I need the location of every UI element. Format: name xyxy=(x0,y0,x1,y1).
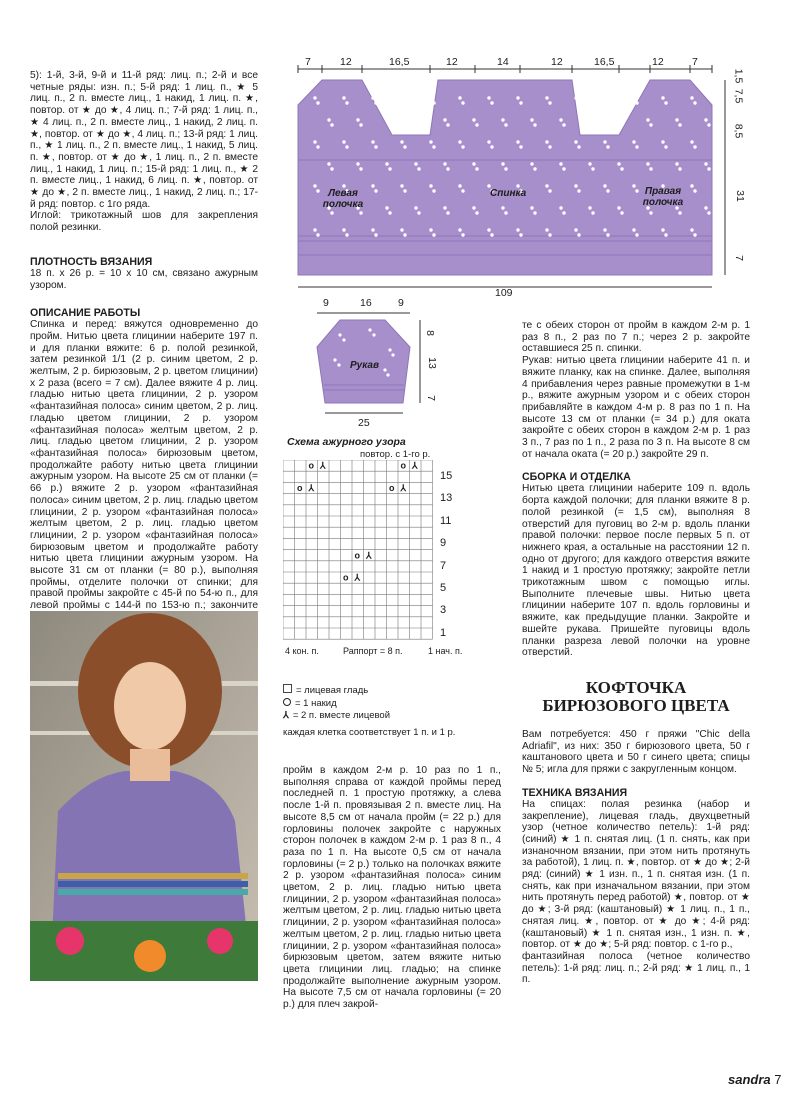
lace-hole xyxy=(504,123,507,126)
lace-hole xyxy=(661,228,664,231)
lace-hole xyxy=(646,162,649,165)
lace-hole xyxy=(313,96,316,99)
assembly-heading: СБОРКА И ОТДЕЛКА xyxy=(522,471,631,484)
body-right-dim-3: 31 xyxy=(733,190,746,202)
lace-hole xyxy=(632,228,635,231)
lace-hole xyxy=(371,228,374,231)
lace-chart-grid xyxy=(283,460,433,645)
row-number: 5 xyxy=(440,582,447,594)
row-number: 1 xyxy=(440,626,447,639)
lace-hole xyxy=(490,145,493,148)
lace-hole xyxy=(620,123,623,126)
legend-text-1: = 1 накид xyxy=(295,697,337,709)
lace-hole xyxy=(559,162,562,165)
lace-hole xyxy=(530,206,533,209)
body-top-dim-7: 12 xyxy=(652,56,664,68)
body-top-dim-4: 14 xyxy=(497,56,509,68)
density-heading: ПЛОТНОСТЬ ВЯЗАНИЯ xyxy=(30,255,153,268)
lace-hole xyxy=(649,167,652,170)
lace-hole xyxy=(516,140,519,143)
lace-hole xyxy=(330,211,333,214)
lace-hole xyxy=(345,233,348,236)
lace-hole xyxy=(577,101,580,104)
lace-hole xyxy=(588,162,591,165)
lace-hole xyxy=(429,228,432,231)
sleeve-right-dim-1: 13 xyxy=(425,357,438,369)
lace-hole xyxy=(519,101,522,104)
lace-hole xyxy=(371,184,374,187)
lace-hole xyxy=(548,233,551,236)
lace-hole xyxy=(327,162,330,165)
lace-hole xyxy=(403,233,406,236)
lace-hole xyxy=(461,233,464,236)
lace-hole xyxy=(516,228,519,231)
right-front-label: Правая полочка xyxy=(642,186,684,208)
lace-hole xyxy=(530,162,533,165)
circle-icon xyxy=(283,698,291,706)
lace-hole xyxy=(330,123,333,126)
lace-hole xyxy=(417,211,420,214)
lace-hole xyxy=(490,101,493,104)
body-pattern-diagram xyxy=(280,50,750,305)
lace-hole xyxy=(646,118,649,121)
chart-bottom-left: 4 кон. п. xyxy=(285,646,319,656)
lace-hole xyxy=(577,145,580,148)
lace-hole xyxy=(690,140,693,143)
lace-hole xyxy=(356,118,359,121)
lace-hole xyxy=(678,123,681,126)
legend-row-k2tog xyxy=(283,710,455,723)
section-title: КОФТОЧКА БИРЮЗОВОГО ЦВЕТА xyxy=(542,677,730,715)
lace-hole xyxy=(313,140,316,143)
lace-hole xyxy=(359,123,362,126)
lace-hole xyxy=(345,101,348,104)
lace-hole xyxy=(606,189,609,192)
lace-hole xyxy=(472,118,475,121)
lace-hole xyxy=(617,206,620,209)
yarnover-mark: o xyxy=(343,572,349,583)
pattern-rows-text: 5): 1-й, 3-й, 9-й и 11-й ряд: лиц. п.; 2-й и все четные ряды: изн. п.; 5-й ряд: 1 лиц. п., ★ 5 лиц. п., 2 п. вместе лиц., 1 накид, 1 лиц. п. ★, повтор. от ★ до ★, 4 лиц. п.; 7-й ряд: 1 лиц. п., ★ 4 лиц. п., 2 п. вместе лиц., 1 накид, 2 лиц. п. ★, повтор. от ★ до ★, 4 лиц. п.; 13-й ряд: 1 лиц. п., ★ 1 лиц. п., 2 п. вместе лиц., 1 накид, 5 лиц. п. ★, повтор. от ★ до ★, 1 лиц. п., 2 п. вместе лиц., 1 накид, 1 лиц. п.; 15-й ряд: 1 лиц. п., ★ 2 п. вместе лиц., 1 накид, 6 лиц. п. ★, повтор. от ★ до ★, 2 п. вместе лиц., 1 накид, 2 лиц. п.; 17-й ряд: повтор. с 1го ряда. xyxy=(30,70,258,210)
lace-hole xyxy=(591,211,594,214)
lace-hole xyxy=(475,167,478,170)
lace-hole xyxy=(559,206,562,209)
lace-hole xyxy=(545,96,548,99)
row-number: 7 xyxy=(440,559,447,572)
lace-hole xyxy=(417,167,420,170)
lace-hole xyxy=(443,118,446,121)
lace-hole xyxy=(690,184,693,187)
lace-hole xyxy=(603,184,606,187)
lace-hole xyxy=(371,140,374,143)
lace-hole xyxy=(707,123,710,126)
assembly-text: Нитью цвета глицинии наберите 109 п. вдоль борта каждой полочки; для планки вяжите 8 р. полой резинкой (= 1,5 см), выполняя 8 отверстий для пуговиц во 2-м р. вдоль планки правой полочки: первое после первых 5 п. от нижнего края, а остальные на расстоянии 12 п. одно от другого; для каждого отверстия вяжите 1 накид и 1 простую протяжку; закройте петли трикотажным швом с помощью иглы. Выполните плечевые швы. Нитью цвета глицинии наберите 107 п. вдоль горловины и вяжите, как предыдущие планки. Закройте и вшейте рукава. Пришейте пуговицы вдоль планки разреза левой полочки на уровне отверстий. xyxy=(522,483,750,659)
row-number: 3 xyxy=(440,604,447,617)
column-right xyxy=(522,320,750,986)
lace-hole xyxy=(678,211,681,214)
lace-hole xyxy=(635,145,638,148)
yarnover-mark: o xyxy=(308,460,314,471)
body-right-dim-4: 7 xyxy=(732,255,745,261)
lace-hole xyxy=(690,228,693,231)
lace-hole xyxy=(574,228,577,231)
lace-hole xyxy=(635,101,638,104)
k2tog-mark: ⅄ xyxy=(412,460,418,471)
needle-text: Иглой: трикотажный шов для закрепления полой резинки. xyxy=(30,210,258,234)
lace-hole xyxy=(603,228,606,231)
lace-hole xyxy=(678,167,681,170)
lace-hole xyxy=(504,211,507,214)
lace-hole xyxy=(693,101,696,104)
lace-hole xyxy=(487,96,490,99)
lace-hole xyxy=(577,189,580,192)
lace-hole xyxy=(429,140,432,143)
lace-hole xyxy=(313,228,316,231)
page-footer xyxy=(728,1072,782,1087)
lace-hole xyxy=(632,184,635,187)
lace-hole xyxy=(620,167,623,170)
lace-hole xyxy=(461,145,464,148)
lace-hole xyxy=(403,145,406,148)
lace-hole xyxy=(316,145,319,148)
k2tog-mark: ⅄ xyxy=(366,550,372,561)
lace-hole xyxy=(359,167,362,170)
lace-hole xyxy=(519,145,522,148)
yarnover-mark: o xyxy=(389,483,395,494)
lace-hole xyxy=(617,162,620,165)
lace-hole xyxy=(693,145,696,148)
lace-hole xyxy=(690,96,693,99)
lace-hole xyxy=(675,118,678,121)
lace-hole xyxy=(588,206,591,209)
lace-hole xyxy=(693,233,696,236)
lace-hole xyxy=(617,118,620,121)
lace-hole xyxy=(400,184,403,187)
k2tog-mark: ⅄ xyxy=(320,460,326,471)
lace-hole xyxy=(458,96,461,99)
technique-heading: ТЕХНИКА ВЯЗАНИЯ xyxy=(522,786,628,799)
body-top-dim-1: 12 xyxy=(340,56,352,68)
lace-hole xyxy=(545,184,548,187)
lace-hole xyxy=(432,101,435,104)
sleeve-label: Рукав xyxy=(350,360,380,371)
chart-rapport: Раппорт = 8 п. xyxy=(343,646,403,656)
chart-title: Схема ажурного узора xyxy=(287,436,406,448)
lace-hole xyxy=(327,118,330,121)
lace-hole xyxy=(632,96,635,99)
brand-name: sandra xyxy=(728,1072,771,1087)
lace-hole xyxy=(316,233,319,236)
column-middle xyxy=(283,765,501,1011)
lace-hole xyxy=(388,123,391,126)
back-label: Спинка xyxy=(490,188,527,199)
lace-hole xyxy=(562,123,565,126)
lace-hole xyxy=(316,101,319,104)
model-photo xyxy=(30,611,258,981)
lace-hole xyxy=(548,101,551,104)
sleeve-top-dim-2: 9 xyxy=(398,297,404,309)
body-top-dim-3: 12 xyxy=(446,56,458,68)
lace-hole xyxy=(432,233,435,236)
chart-legend xyxy=(283,684,455,739)
lace-hole xyxy=(403,189,406,192)
lace-hole xyxy=(603,140,606,143)
lace-hole xyxy=(545,228,548,231)
lace-hole xyxy=(490,233,493,236)
lace-hole xyxy=(371,96,374,99)
lace-hole xyxy=(501,206,504,209)
lace-hole xyxy=(475,123,478,126)
lace-hole xyxy=(533,123,536,126)
lace-hole xyxy=(519,233,522,236)
lace-hole xyxy=(385,162,388,165)
legend-text-0: = лицевая гладь xyxy=(296,685,369,696)
body-bottom-dim: 109 xyxy=(495,287,513,299)
lace-hole xyxy=(374,101,377,104)
lace-hole xyxy=(548,145,551,148)
lace-hole xyxy=(374,189,377,192)
k2tog-mark: ⅄ xyxy=(308,483,314,494)
lace-hole xyxy=(661,96,664,99)
lace-hole xyxy=(385,118,388,121)
lace-hole xyxy=(501,162,504,165)
yarnover-mark: o xyxy=(354,550,360,561)
lace-hole xyxy=(574,184,577,187)
work-heading: ОПИСАНИЕ РАБОТЫ xyxy=(30,307,141,320)
lace-hole xyxy=(606,145,609,148)
lace-hole xyxy=(664,101,667,104)
lace-hole xyxy=(675,162,678,165)
body-right-dim-1: 7,5 xyxy=(732,88,745,104)
lace-hole xyxy=(487,140,490,143)
lace-hole xyxy=(400,140,403,143)
row-number: 11 xyxy=(440,514,452,527)
lace-hole xyxy=(432,189,435,192)
chart-bottom-right: 1 нач. п. xyxy=(428,646,463,656)
lace-hole xyxy=(472,162,475,165)
lace-hole xyxy=(704,162,707,165)
chart-repeat-note: повтор. с 1-го р. xyxy=(360,449,431,460)
square-icon xyxy=(283,684,292,693)
lace-hole xyxy=(664,145,667,148)
lace-hole xyxy=(635,233,638,236)
lace-hole xyxy=(472,206,475,209)
lace-hole xyxy=(443,206,446,209)
lace-hole xyxy=(345,145,348,148)
lace-hole xyxy=(704,118,707,121)
row-number: 15 xyxy=(440,470,453,482)
lace-hole xyxy=(446,211,449,214)
lace-hole xyxy=(649,123,652,126)
body-top-dim-0: 7 xyxy=(305,56,311,68)
lace-hole xyxy=(461,189,464,192)
sleeve-top-dim-0: 9 xyxy=(323,297,329,309)
lace-hole xyxy=(606,233,609,236)
lace-hole xyxy=(429,184,432,187)
lace-hole xyxy=(574,96,577,99)
lace-hole xyxy=(443,162,446,165)
sleeve-bottom-dim: 25 xyxy=(358,417,370,429)
work-text: Спинка и перед: вяжутся одновременно до пройм. Нитью цвета глицинии наберите 197 п. и для планки вяжите: 6 р. полой резинкой, затем резинкой 1/1 (2 р. синим цветом, 2 р. желтым, 2 р. бирюзовым, 2 р. цветом глицинии) х 2 раза (всего = 7 см). Далее вяжите 4 р. лиц. гладью нитью цвета глицинии, 2 р. узором «фантазийная полоса» синим цветом, 2 р. лиц. гладью цветом глицинии, 2 р. узором «фантазийная полоса» желтым цветом, 2 р. лиц. гладью цветом глицинии, 2 р. узором «фантазийная полоса» бирюзовым цветом, продолжайте работу нитью цвета глицинии ажурным узором. На высоте 25 см от планки (= 66 р.) вяжите 2 р. узором «фантазийная полоса» синим цветом, 2 р. лиц. гладью цветом глицинии, 2 р. узором «фантазийная полоса» желтым цветом, 2 р. лиц. гладью цветом глицинии, 2 р. узором «фантазийная полоса» бирюзовым цветом и продолжайте работу нитью цвета глицинии ажурным узором. На высоте 31 см от планки (= 80 р.), выполняя проймы, отделите полочки от спинки; для правой проймы закройте с 45-й по 54-ю п., для левой проймы с 144-й по 153-ю п.; закончите xyxy=(30,319,258,612)
left-front-label: Левая полочка xyxy=(322,188,364,210)
lace-hole xyxy=(548,189,551,192)
lace-hole xyxy=(577,233,580,236)
lace-hole xyxy=(356,162,359,165)
lace-hole xyxy=(388,211,391,214)
lace-hole xyxy=(313,184,316,187)
lace-hole xyxy=(504,167,507,170)
body-top-dim-8: 7 xyxy=(692,56,698,68)
lace-hole xyxy=(374,233,377,236)
k2tog-mark: ⅄ xyxy=(354,572,360,583)
page-number: 7 xyxy=(774,1072,782,1087)
legend-row-yarnover xyxy=(283,698,455,711)
body-top-dim-6: 16,5 xyxy=(594,56,615,68)
lace-hole xyxy=(562,211,565,214)
lace-hole xyxy=(475,211,478,214)
lace-hole xyxy=(664,233,667,236)
lace-hole xyxy=(707,167,710,170)
lace-hole xyxy=(533,167,536,170)
lace-hole xyxy=(458,140,461,143)
lace-hole xyxy=(458,184,461,187)
shoulder-text: те с обеих сторон от пройм в каждом 2-м р. 1 раз 8 п., 2 раз по 7 п.; через 2 р. закройте оставшиеся 25 п. спинки. xyxy=(522,320,750,355)
body-top-dim-5: 12 xyxy=(551,56,563,68)
materials-text: Вам потребуется: 450 г пряжи "Chic della Adriafil", из них: 350 г бирюзового цвета, 50 г каштанового цвета и 50 г синего цвета; спицы № 5; игла для пряжи с закругленным концом. xyxy=(522,728,750,776)
lace-hole xyxy=(632,140,635,143)
sleeve-top-dim-1: 16 xyxy=(360,297,372,309)
column-left xyxy=(30,70,258,635)
lace-hole xyxy=(446,167,449,170)
lace-hole xyxy=(342,96,345,99)
lace-hole xyxy=(516,96,519,99)
lace-hole xyxy=(530,118,533,121)
lace-hole xyxy=(414,206,417,209)
density-text: 18 п. х 26 р. = 10 х 10 см, связано ажурным узором. xyxy=(30,267,258,291)
lace-hole xyxy=(559,118,562,121)
lace-hole xyxy=(458,228,461,231)
lace-hole xyxy=(487,228,490,231)
k2tog-icon: ⅄ xyxy=(283,710,289,721)
lace-hole xyxy=(661,140,664,143)
lace-hole xyxy=(400,228,403,231)
yarnover-mark: o xyxy=(297,483,303,494)
k2tog-mark: ⅄ xyxy=(400,483,406,494)
lace-hole xyxy=(359,211,362,214)
sleeve-text: Рукав: нитью цвета глицинии наберите 41 п. и вяжите планку, как на спинке. Далее, выполняя 4 прибавления через равные промежутки в 1-м р., вяжите ажурным узором и с обеих сторон прибавляйте в каждом 4-м р. 8 раз по 1 п. На высоте 13 см от планки (= 34 р.) для оката закройте с обеих сторон в каждом 2-м р. 1 раз 3 п., 7 раз по 1 п., 2 раза по 3 п. На высоте 8 см от начала оката (= 20 р.) закройте 29 п. xyxy=(522,355,750,460)
lace-hole xyxy=(649,211,652,214)
legend-text-2: = 2 п. вместе лицевой xyxy=(292,710,391,721)
lace-hole xyxy=(385,206,388,209)
stripe-text: фантазийная полоса (четное количество петель): 1-й ряд: лиц. п.; 2-й ряд: ★ 1 лиц. п., 1 п. xyxy=(522,950,750,986)
lace-hole xyxy=(574,140,577,143)
lace-hole xyxy=(446,123,449,126)
legend-note: каждая клетка соответствует 1 п. и 1 р. xyxy=(283,726,456,738)
body-right-dim-0: 1,5 xyxy=(732,68,745,84)
lace-hole xyxy=(707,211,710,214)
technique-text: На спицах: полая резинка (набор и закрепление), лицевая гладь, двухцветный узор (четное количество петель): 1-й ряд: (синий) ★ 1 п. снятая лиц. (1 п. снять, как при изнаночном вязании, при этом нить протянуть за работой), 1 лиц. п. ★, повтор. от ★ до ★; 2-й ряд: (синий) ★ 1 изн. п., 1 п. снятая изн. (1 п. снять, как при изначальном вязании, при этом нить протянуть перед работой) ★, повтор. от ★ до ★; 3-й ряд: (каштановый) ★ 1 лиц. п., 1 п., снятая лиц. ★, повтор. от ★ до ★; 4-й ряд: (каштановый) ★ 1 п. снятая изн., 1 изн. п. ★, повтор. от ★ до ★; 5-й ряд: повтор. с 1-го р., xyxy=(522,798,750,951)
lace-hole xyxy=(591,167,594,170)
lace-hole xyxy=(429,96,432,99)
lace-hole xyxy=(693,189,696,192)
lace-hole xyxy=(533,211,536,214)
body-top-dim-2: 16,5 xyxy=(389,56,410,68)
lace-hole xyxy=(704,206,707,209)
lace-hole xyxy=(330,167,333,170)
row-number: 13 xyxy=(440,492,453,505)
row-number: 9 xyxy=(440,537,447,550)
body-right-dim-2: 8,5 xyxy=(732,123,745,139)
legend-row-stockinette xyxy=(283,684,455,698)
lace-hole xyxy=(342,228,345,231)
sleeve-right-dim-2: 7 xyxy=(424,395,437,401)
lace-hole xyxy=(461,101,464,104)
lace-hole xyxy=(374,145,377,148)
lace-hole xyxy=(342,140,345,143)
lace-hole xyxy=(620,211,623,214)
yarnover-mark: o xyxy=(400,460,406,471)
lace-hole xyxy=(562,167,565,170)
lace-hole xyxy=(388,167,391,170)
lace-hole xyxy=(432,145,435,148)
lace-hole xyxy=(501,118,504,121)
lace-hole xyxy=(545,140,548,143)
sleeve-right-dim-0: 8 xyxy=(423,330,436,336)
lace-hole xyxy=(414,162,417,165)
middle-text: пройм в каждом 2-м р. 10 раз по 1 п., выполняя справа от каждой проймы перед последней п. 1 простую протяжку, а слева после 1-й п. провязывая 2 п. вместе лиц. На высоте 8,5 см от начала пройм (= 22 р.) для горловины полочек закройте с наружных сторон полочек в каждом 2-м р. 1 раз 8 п., 4 раза по 1 п. На высоте 0,5 см от начала горловины (= 2 р.) только на полочках вяжите 2 р. узором «фантазийная полоса» синим цветом, 2 р. лиц. гладью нитью цвета глицинии, 2 р. узором «фантазийная полоса» желтым цветом, 2 р. лиц. гладью нитью цвета глицинии, 2 р. узором «фантазийная полоса» желтым цветом, 2 р. лиц. гладью нитью цвета глицинии, 2 р. узором «фантазийная полоса» бирюзовым цветом, затем вяжите нитью цвета глицинии лиц. гладью; на спинке продолжайте выполнение ажурным узором. На высоте 7,5 см от начала горловины (= 20 р.) для плеч закрой- xyxy=(283,765,501,1011)
